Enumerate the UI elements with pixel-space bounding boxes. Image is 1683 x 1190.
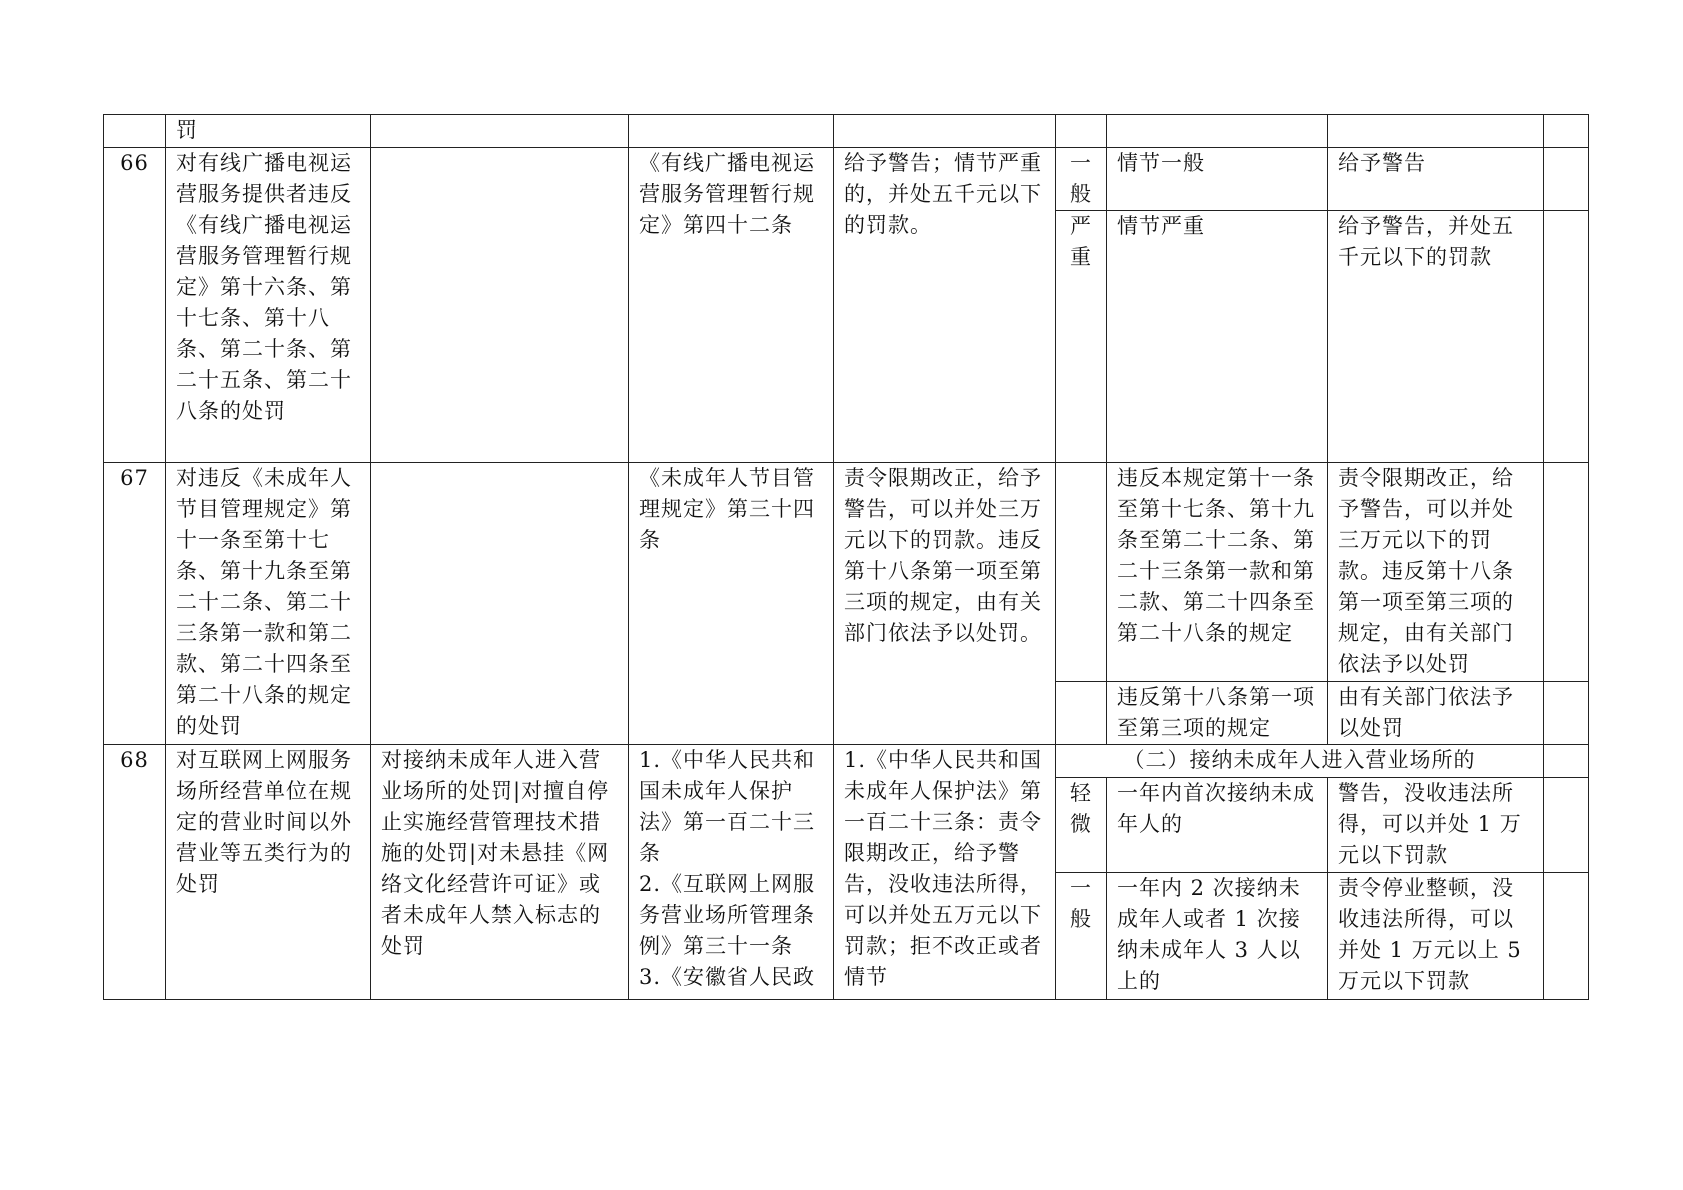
standard-cell: 警告，没收违法所得，可以并处 1 万元以下罚款 (1328, 778, 1544, 873)
item-name: 对违反《未成年人节目管理规定》第十一条至第十七条、第十九条至第二十二条、第二十三条第一款和第二款、第二十四条至第二十八条的规定的处罚 (166, 463, 371, 745)
row-number: 66 (104, 148, 166, 463)
table-row (104, 148, 1589, 211)
penalty-clause: 1.《中华人民共和国未成年人保护法》第一百二十三条：责令限期改正，给予警告，没收违法所得，可以并处五万元以下罚款；拒不改正或者情节 (834, 745, 1056, 1000)
sub-item: 对接纳未成年人进入营业场所的处罚|对擅自停止实施经营管理技术措施的处罚|对未悬挂《网络文化经营许可证》或者未成年人禁入标志的处罚 (371, 745, 629, 1000)
penalty-clause: 责令限期改正，给予警告，可以并处三万元以下的罚款。违反第十八条第一项至第三项的规定，由有关部门依法予以处罚。 (834, 463, 1056, 745)
level-cell: 一般 (1056, 873, 1107, 1000)
row-number (104, 115, 166, 148)
item-name: 罚 (166, 115, 371, 148)
standard-cell: 责令限期改正，给予警告，可以并处三万元以下的罚款。违反第十八条第一项至第三项的规定，由有关部门依法予以处罚 (1328, 463, 1544, 682)
level-cell: 严重 (1056, 211, 1107, 463)
section-header: （二）接纳未成年人进入营业场所的 (1056, 745, 1544, 778)
penalty-clause: 给予警告；情节严重的，并处五千元以下的罚款。 (834, 148, 1056, 463)
circumstance-cell: 情节严重 (1107, 211, 1328, 463)
legal-basis: 《未成年人节目管理规定》第三十四条 (629, 463, 834, 745)
circumstance-cell: 一年内 2 次接纳未成年人或者 1 次接纳未成年人 3 人以上的 (1107, 873, 1328, 1000)
remark-cell (1544, 873, 1589, 1000)
standard-cell: 给予警告 (1328, 148, 1544, 211)
penalty-clause (834, 115, 1056, 148)
remark-cell (1544, 463, 1589, 682)
standard-cell: 责令停业整顿，没收违法所得，可以并处 1 万元以上 5 万元以下罚款 (1328, 873, 1544, 1000)
remark-cell (1544, 211, 1589, 463)
row-number: 68 (104, 745, 166, 1000)
item-name: 对有线广播电视运营服务提供者违反《有线广播电视运营服务管理暂行规定》第十六条、第十七条、第十八条、第二十条、第二十五条、第二十八条的处罚 (166, 148, 371, 463)
remark-cell (1544, 682, 1589, 745)
standard-cell (1328, 115, 1544, 148)
legal-basis: 《有线广播电视运营服务管理暂行规定》第四十二条 (629, 148, 834, 463)
sub-item (371, 463, 629, 745)
level-cell: 轻微 (1056, 778, 1107, 873)
standard-cell: 给予警告，并处五千元以下的罚款 (1328, 211, 1544, 463)
level-cell (1056, 682, 1107, 745)
level-cell: 一般 (1056, 148, 1107, 211)
table-row (104, 745, 1589, 778)
sub-item (371, 115, 629, 148)
remark-cell (1544, 778, 1589, 873)
remark-cell (1544, 115, 1589, 148)
level-cell (1056, 115, 1107, 148)
circumstance-cell (1107, 115, 1328, 148)
legal-basis (629, 745, 834, 1000)
circumstance-cell: 违反本规定第十一条至第十七条、第十九条至第二十二条、第二十三条第一款和第二款、第二十四条至第二十八条的规定 (1107, 463, 1328, 682)
remark-cell (1544, 148, 1589, 211)
circumstance-cell: 一年内首次接纳未成年人的 (1107, 778, 1328, 873)
row-number: 67 (104, 463, 166, 745)
table-row (104, 463, 1589, 682)
penalty-table (103, 114, 1589, 1000)
circumstance-cell: 情节一般 (1107, 148, 1328, 211)
legal-basis-text: 1.《中华人民共和国未成年人保护法》第一百二十三条 2.《互联网上网服务营业场所管理条例》第三十一条 3.《安徽省人民政 (639, 748, 816, 989)
legal-basis (629, 115, 834, 148)
sub-item (371, 148, 629, 463)
remark-cell (1544, 745, 1589, 778)
table-row (104, 115, 1589, 148)
circumstance-cell: 违反第十八条第一项至第三项的规定 (1107, 682, 1328, 745)
standard-cell: 由有关部门依法予以处罚 (1328, 682, 1544, 745)
item-name: 对互联网上网服务场所经营单位在规定的营业时间以外营业等五类行为的处罚 (166, 745, 371, 1000)
level-cell (1056, 463, 1107, 682)
